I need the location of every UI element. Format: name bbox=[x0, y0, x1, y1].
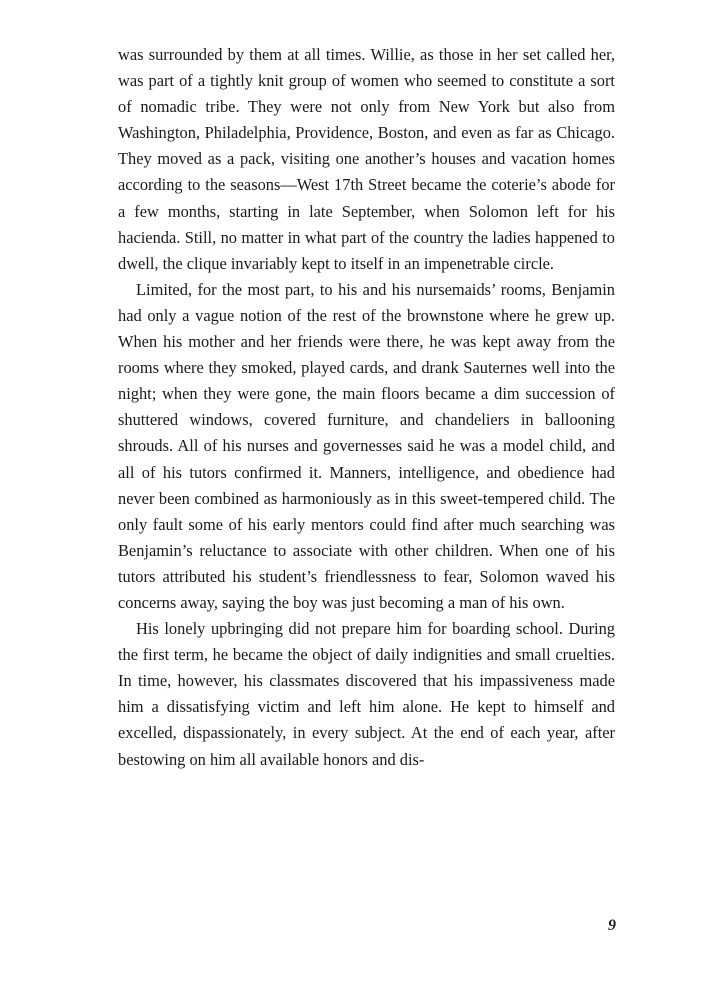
paragraph-1: was surrounded by them at all times. Willie, as those in her set called her, was part of a tightly knit group of women who seemed to constitute a sort of nomadic tribe. They were not only from New York but also from Washington, Philadelphia, Providence, Boston, and even as far as Chicago. They moved as a pack, visiting one another’s houses and vacation homes according to the seasons—West 17th Street became the coterie’s abode for a few months, starting in late September, when Solomon left for his hacienda. Still, no matter in what part of the country the ladies happened to dwell, the clique invariably kept to itself in an impenetrable circle. bbox=[118, 45, 615, 273]
page-number: 9 bbox=[608, 917, 616, 934]
body-text bbox=[118, 42, 615, 773]
paragraph-2: Limited, for the most part, to his and his nursemaids’ rooms, Benjamin had only a vague notion of the rest of the brownstone where he grew up. When his mother and her friends were there, he was kept away from the rooms where they smoked, played cards, and drank Sauternes well into the night; when they were gone, the main floors became a dim succession of shuttered windows, covered furniture, and chandeliers in ballooning shrouds. All of his nurses and governesses said he was a model child, and all of his tutors confirmed it. Manners, intelligence, and obedience had never been combined as harmoniously as in this sweet-tempered child. The only fault some of his early mentors could find after much searching was Benjamin’s reluctance to associate with other children. When one of his tutors attributed his student’s friendlessness to fear, Solomon waved his concerns away, saying the boy was just becoming a man of his own. bbox=[118, 279, 615, 612]
paragraph-3: His lonely upbringing did not prepare him for boarding school. During the first term, he became the object of daily indignities and small cruelties. In time, however, his classmates discovered that his impassiveness made him a dissatisfying victim and left him alone. He kept to himself and excelled, dispassionately, in every subject. At the end of each year, after bestowing on him all available honors and dis- bbox=[118, 619, 615, 769]
